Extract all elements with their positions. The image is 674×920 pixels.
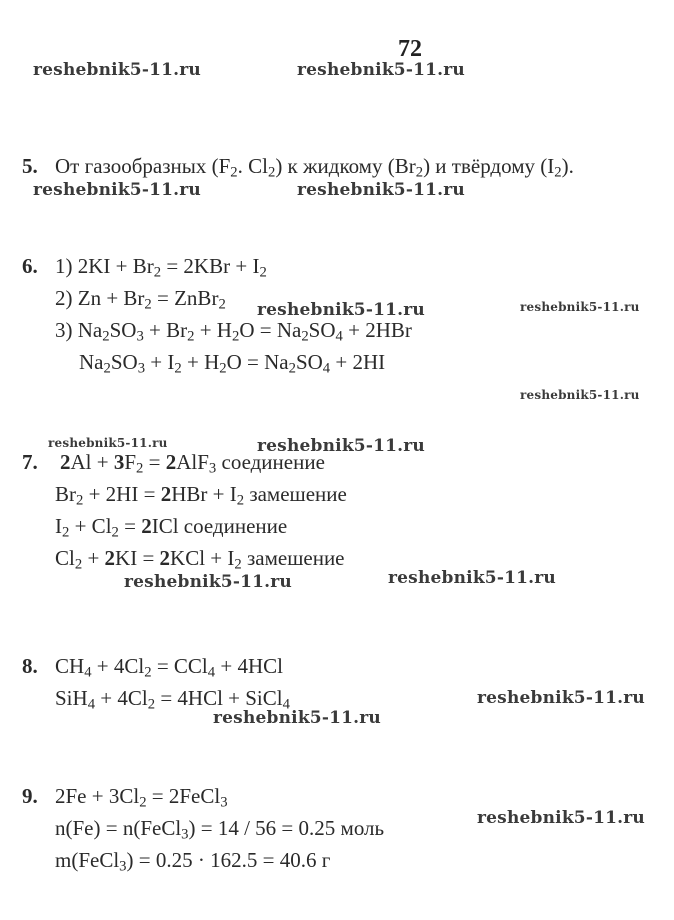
task-number: 7. — [22, 450, 38, 474]
watermark: reshebnik5-11.ru — [520, 388, 640, 402]
task-line: $CH_4 + 4Cl_2 = CCl_4 + 4HCl$ — [55, 654, 283, 681]
watermark: reshebnik5-11.ru — [297, 180, 465, 200]
watermark: reshebnik5-11.ru — [48, 436, 168, 450]
task-number: 9. — [22, 784, 38, 808]
task-line: 1) $2KI + Br_2 = 2KBr + I_2$ — [55, 254, 267, 281]
task-line: $Cl_2 + 2KI = 2KCl + I_2$ замешение — [55, 546, 345, 573]
task-number: 6. — [22, 254, 38, 278]
task-line: m(FeCl$_3$) = 0.25 · 162.5 = 40.6 г — [55, 848, 331, 875]
watermark: reshebnik5-11.ru — [124, 572, 292, 592]
task-number: 8. — [22, 654, 38, 678]
watermark: reshebnik5-11.ru — [477, 808, 645, 828]
task-line: n(Fe) = n(FeCl$_3$) = 14 / 56 = 0.25 моль — [55, 816, 385, 843]
watermark: reshebnik5-11.ru — [257, 300, 425, 320]
task-line: $SiH_4 + 4Cl_2 = 4HCl$ + SiCl$_4$ — [55, 686, 290, 713]
page-number: 72 — [398, 36, 422, 62]
watermark: reshebnik5-11.ru — [297, 60, 465, 80]
watermark: reshebnik5-11.ru — [477, 688, 645, 708]
task-line: $2Fe + 3Cl_2$ = 2FeCl$_3$ — [55, 784, 228, 811]
task-line: 3) $Na_2SO_3 + Br_2 + H_2O = Na_2SO_4 + 2HBr$ — [55, 318, 412, 345]
watermark: reshebnik5-11.ru — [388, 568, 556, 588]
task-line: $I_2 + Cl_2 = 2ICl$ соединение — [55, 514, 288, 541]
watermark: reshebnik5-11.ru — [213, 708, 381, 728]
task-line: $Na_2SO_3 + I_2 + H_2O = Na_2SO_4 + 2HI$ — [79, 350, 386, 377]
watermark: reshebnik5-11.ru — [33, 60, 201, 80]
task-number: 5. — [22, 154, 38, 178]
watermark: reshebnik5-11.ru — [33, 180, 201, 200]
task-line: От газообразных ($F_2$. $Cl_2$) к жидкому $(Br_2)$ и твёрдому $(I_2)$. — [55, 154, 574, 181]
task-line: 2) $Zn + Br_2$ = ZnBr$_2$ — [55, 286, 226, 313]
watermark: reshebnik5-11.ru — [257, 436, 425, 456]
task-line: $Br_2 + 2HI = 2HBr + I_2$ замешение — [55, 482, 347, 509]
watermark: reshebnik5-11.ru — [520, 300, 640, 314]
task-line: $2Al + 3F_2 = 2AlF_3$ соединение — [60, 450, 325, 477]
